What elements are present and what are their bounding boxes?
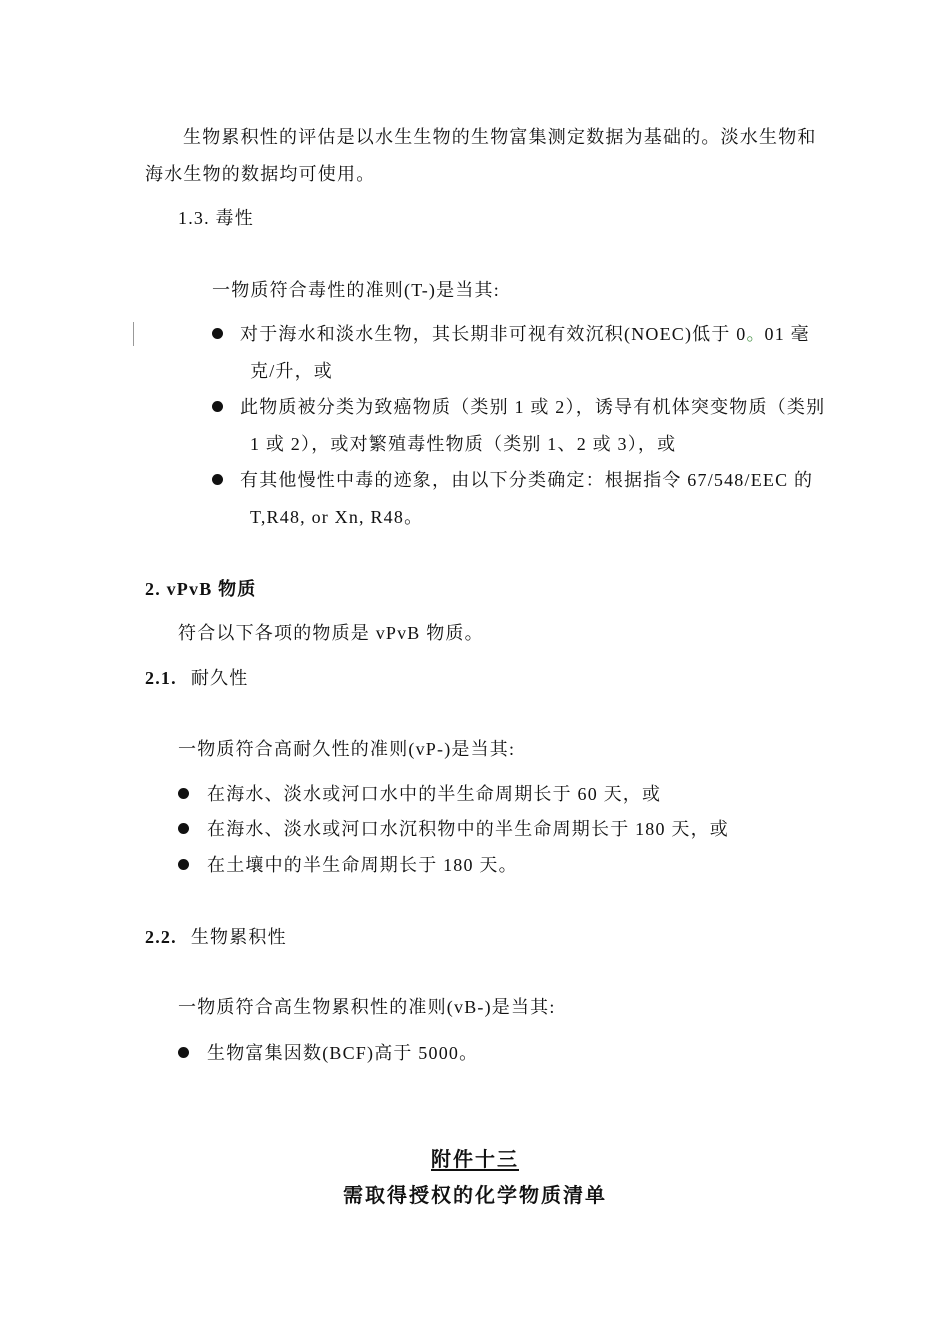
bullet-icon — [178, 823, 189, 834]
section-2-1-title: 耐久性 — [190, 668, 249, 688]
section-1-3-heading: 1.3. 毒性 — [178, 208, 254, 228]
section-2-2-title: 生物累积性 — [190, 927, 287, 947]
persistence-bullet-1: 在海水、淡水或河口水中的半生命周期长于 60 天，或 — [207, 784, 662, 804]
persistence-bullet-2: 在海水、淡水或河口水沉积物中的半生命周期长于 180 天，或 — [207, 819, 729, 839]
tracked-change-mark: 。 — [746, 324, 765, 344]
bullet-icon — [178, 788, 189, 799]
bioaccumulation-bullet-1: 生物富集因数(BCF)高于 5000。 — [207, 1043, 479, 1063]
bullet-icon — [178, 1047, 189, 1058]
annex-title: 附件十三 — [431, 1147, 519, 1171]
toxicity-bullet-2-line-2: 1 或 2），或对繁殖毒性物质（类别 1、2 或 3），或 — [250, 434, 677, 454]
revision-margin-mark — [133, 322, 134, 346]
toxicity-bullet-1-line-1 — [240, 322, 810, 346]
section-2-2-heading — [145, 925, 287, 949]
intro-line-2: 海水生物的数据均可使用。 — [145, 164, 376, 184]
bioaccumulation-criterion: 一物质符合高生物累积性的准则(vB-)是当其: — [178, 997, 556, 1017]
section-2-2-number: 2.2. — [145, 927, 177, 947]
bullet-icon — [212, 401, 223, 412]
section-2-intro: 符合以下各项的物质是 vPvB 物质。 — [178, 623, 484, 643]
toxicity-bullet-1-line-2: 克/升，或 — [250, 361, 334, 381]
intro-line-1: 生物累积性的评估是以水生生物的生物富集测定数据为基础的。淡水生物和 — [183, 127, 817, 147]
bullet-icon — [178, 859, 189, 870]
persistence-criterion: 一物质符合高耐久性的准则(vP-)是当其: — [178, 739, 516, 759]
section-2-1-heading — [145, 666, 248, 690]
section-2-1-number: 2.1. — [145, 668, 177, 688]
toxicity-bullet-3-line-2: T,R48, or Xn, R48。 — [250, 507, 424, 527]
annex-subtitle: 需取得授权的化学物质清单 — [343, 1183, 607, 1207]
persistence-bullet-3: 在土壤中的半生命周期长于 180 天。 — [207, 855, 518, 875]
toxicity-bullet-3-line-1: 有其他慢性中毒的迹象，由以下分类确定：根据指令 67/548/EEC 的 — [240, 470, 814, 490]
toxicity-bullet-2-line-1: 此物质被分类为致癌物质（类别 1 或 2），诱导有机体突变物质（类别 — [240, 397, 826, 417]
section-2-heading: 2. vPvB 物质 — [145, 579, 257, 599]
toxicity-criterion: 一物质符合毒性的准则(T-)是当其: — [212, 280, 500, 300]
bullet-icon — [212, 474, 223, 485]
toxicity-bullet-1-text-b: 01 毫 — [764, 324, 810, 344]
toxicity-bullet-1-text-a: 对于海水和淡水生物，其长期非可视有效沉积(NOEC)低于 0 — [240, 324, 747, 344]
bullet-icon — [212, 328, 223, 339]
